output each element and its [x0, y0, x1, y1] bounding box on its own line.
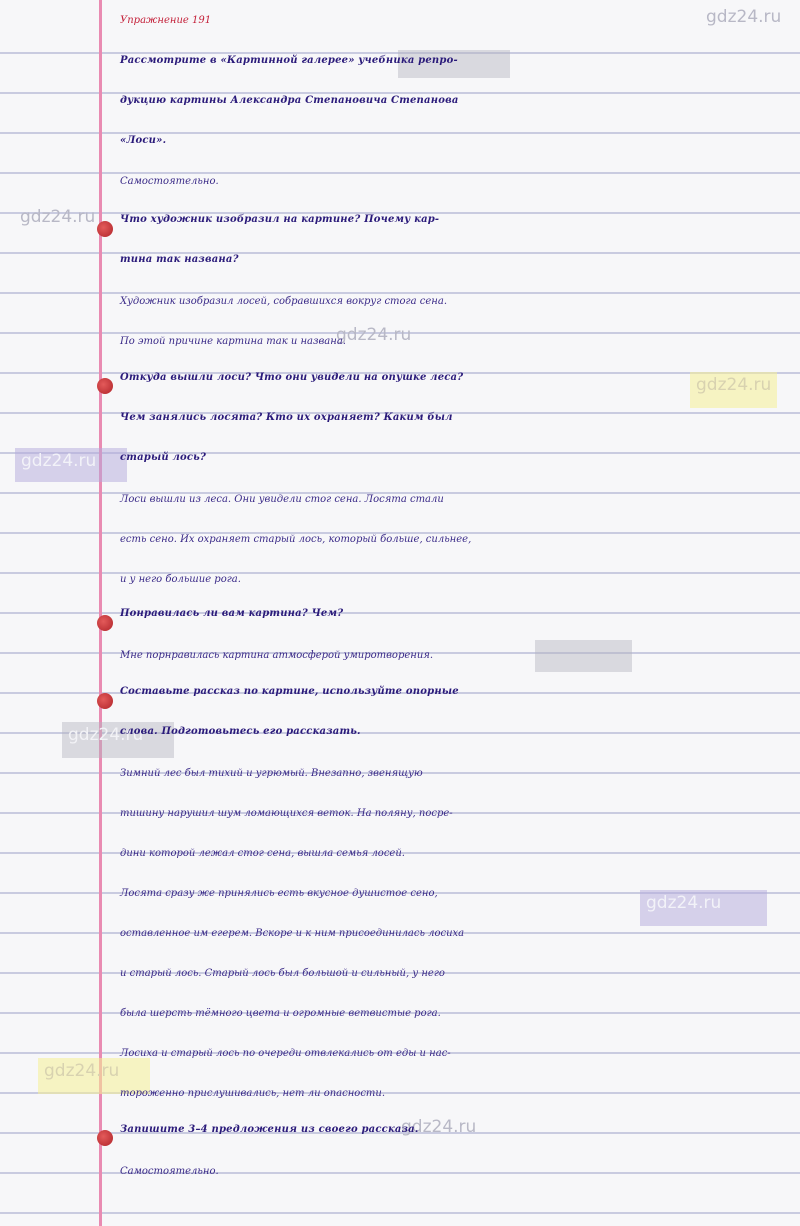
question-line: Чем занялись лосята? Кто их охраняет? Каким был	[120, 412, 453, 423]
watermark: gdz24.ru	[62, 722, 174, 758]
bullet-icon	[97, 221, 113, 237]
watermark: gdz24.ru	[640, 890, 767, 926]
answer-line: Лосиха и старый лось по очереди отвлекались от еды и нас-	[120, 1048, 451, 1059]
answer-line: и старый лось. Старый лось был большой и сильный, у него	[120, 968, 445, 979]
watermark: gdz24.ru	[15, 448, 127, 482]
task-line: дукцию картины Александра Степановича Степанова	[120, 95, 459, 106]
answer-line: была шерсть тёмного цвета и огромные ветвистые рога.	[120, 1008, 441, 1019]
bullet-icon	[97, 615, 113, 631]
answer-line: Лосята сразу же принялись есть вкусное душистое сено,	[120, 888, 438, 899]
question-line: Откуда вышли лоси? Что они увидели на опушке леса?	[120, 372, 464, 383]
watermark: gdz24.ru	[690, 372, 777, 408]
answer-line: и у него большие рога.	[120, 574, 241, 585]
bullet-icon	[97, 693, 113, 709]
margin-line	[99, 0, 102, 1226]
watermark: gdz24.ru	[706, 7, 782, 27]
answer-line: дини которой лежал стог сена, вышла семья лосей.	[120, 848, 405, 859]
question-line: Составьте рассказ по картине, используйте опорные	[120, 686, 459, 697]
question-line: тина так названа?	[120, 254, 239, 265]
answer-line: Лоси вышли из леса. Они увидели стог сена. Лосята стали	[120, 494, 444, 505]
answer-line: тишину нарушил шум ломающихся веток. На поляну, посре-	[120, 808, 453, 819]
watermark: gdz24.ru	[336, 325, 412, 345]
exercise-title: Упражнение 191	[120, 15, 212, 26]
question-line: старый лось?	[120, 452, 207, 463]
answer-line: Самостоятельно.	[120, 176, 219, 187]
answer-line: Мне порнравилась картина атмосферой умиротворения.	[120, 650, 434, 661]
bullet-icon	[97, 1130, 113, 1146]
answer-line: Художник изобразил лосей, собравшихся вокруг стога сена.	[120, 296, 448, 307]
answer-line: оставленное им егерем. Вскоре и к ним присоединилась лосиха	[120, 928, 465, 939]
task-line: «Лоси».	[120, 135, 167, 146]
watermark: gdz24.ru	[401, 1117, 477, 1137]
answer-line: тороженно прислушивались, нет ли опасности.	[120, 1088, 386, 1099]
watermark: gdz24.ru	[38, 1058, 150, 1094]
answer-line: есть сено. Их охраняет старый лось, который больше, сильнее,	[120, 534, 472, 545]
answer-line: Зимний лес был тихий и угрюмый. Внезапно, звенящую	[120, 768, 423, 779]
answer-line: По этой причине картина так и названа.	[120, 336, 346, 347]
answer-line: Самостоятельно.	[120, 1166, 219, 1177]
question-line: слова. Подготовьтесь его рассказать.	[120, 726, 361, 737]
question-line: Запишите 3–4 предложения из своего рассказа.	[120, 1124, 419, 1135]
watermark: gdz24.ru	[20, 207, 96, 227]
task-line: Рассмотрите в «Картинной галерее» учебника репро-	[120, 55, 458, 66]
bullet-icon	[97, 378, 113, 394]
question-line: Понравилась ли вам картина? Чем?	[120, 608, 344, 619]
question-line: Что художник изобразил на картине? Почему кар-	[120, 214, 440, 225]
